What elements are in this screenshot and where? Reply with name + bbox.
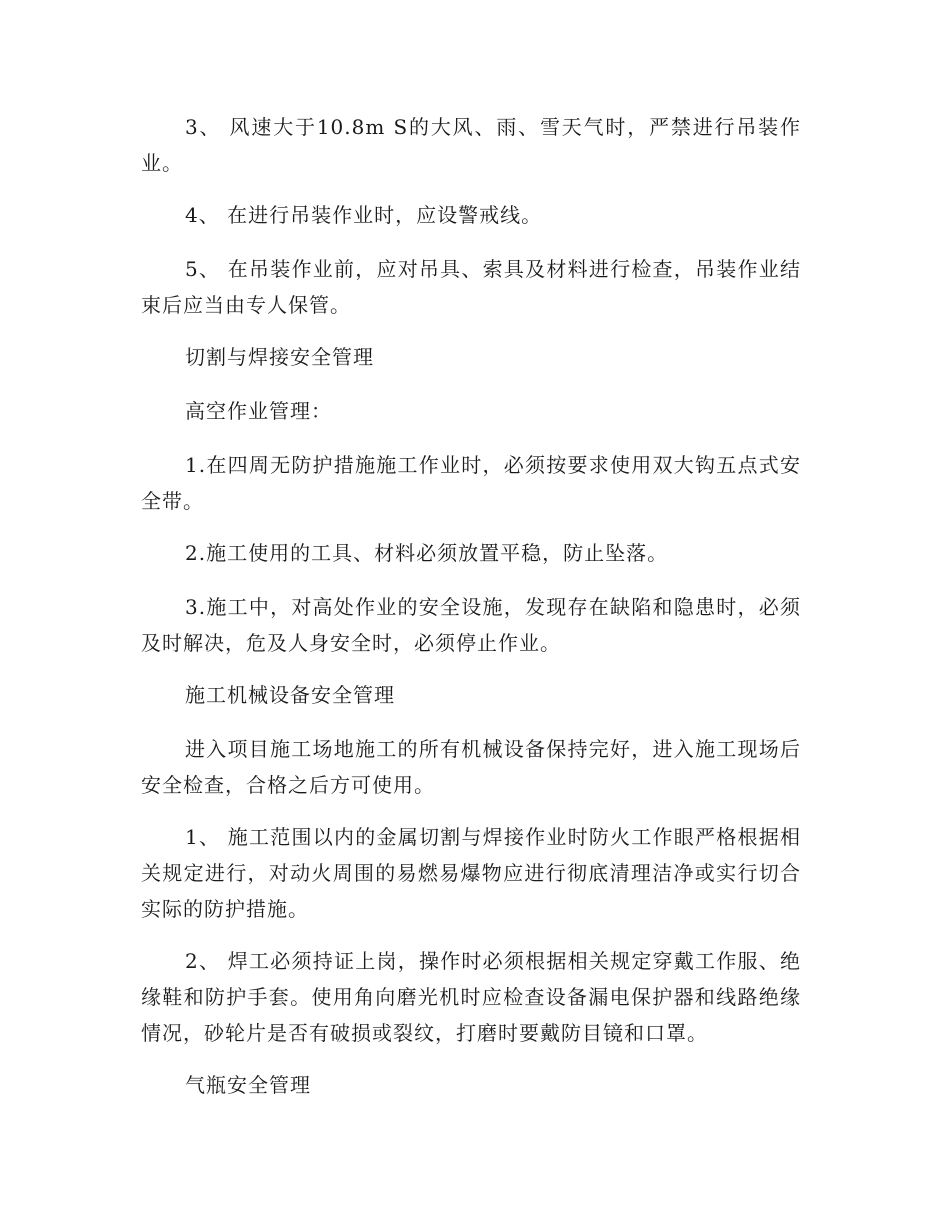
paragraph-hazard-handling: 3.施工中，对高处作业的安全设施，发现存在缺陷和隐患时，必须及时解决，危及人身安全时，必须停止作业。 [141, 595, 801, 655]
paragraph-fire-prevention: 1、 施工范围以内的金属切割与焊接作业时防火工作眼严格根据相关规定进行，对动火周围的易燃易爆物应进行彻底清理洁净或实行切合实际的防护措施。 [141, 825, 801, 921]
section-heading-gas-cylinder: 气瓶安全管理 [185, 1073, 311, 1097]
paragraph-lifting-inspection: 5、 在吊装作业前，应对吊具、索具及材料进行检查，吊装作业结束后应当由专人保管。 [141, 257, 801, 317]
paragraph-welder-certification: 2、 焊工必须持证上岗，操作时必须根据相关规定穿戴工作服、绝缘鞋和防护手套。使用角向磨光机时应检查设备漏电保护器和线路绝缘情况，砂轮片是否有破损或裂纹，打磨时要戴防目镜和口罩。 [141, 949, 801, 1045]
section-heading-machinery: 施工机械设备安全管理 [185, 683, 395, 707]
section-heading-high-altitude: 高空作业管理： [185, 399, 332, 423]
paragraph-machinery-check: 进入项目施工场地施工的所有机械设备保持完好，进入施工现场后安全检查，合格之后方可使用。 [141, 737, 801, 797]
paragraph-lifting-wind-rule: 3、 风速大于10.8m S的大风、雨、雪天气时，严禁进行吊装作业。 [141, 115, 801, 175]
paragraph-tools-stable: 2.施工使用的工具、材料必须放置平稳，防止坠落。 [185, 541, 669, 565]
paragraph-safety-belt: 1.在四周无防护措施施工作业时，必须按要求使用双大钩五点式安全带。 [141, 453, 801, 513]
paragraph-lifting-warning-line: 4、 在进行吊装作业时，应设警戒线。 [185, 203, 543, 227]
section-heading-cutting-welding: 切割与焊接安全管理 [185, 345, 374, 369]
